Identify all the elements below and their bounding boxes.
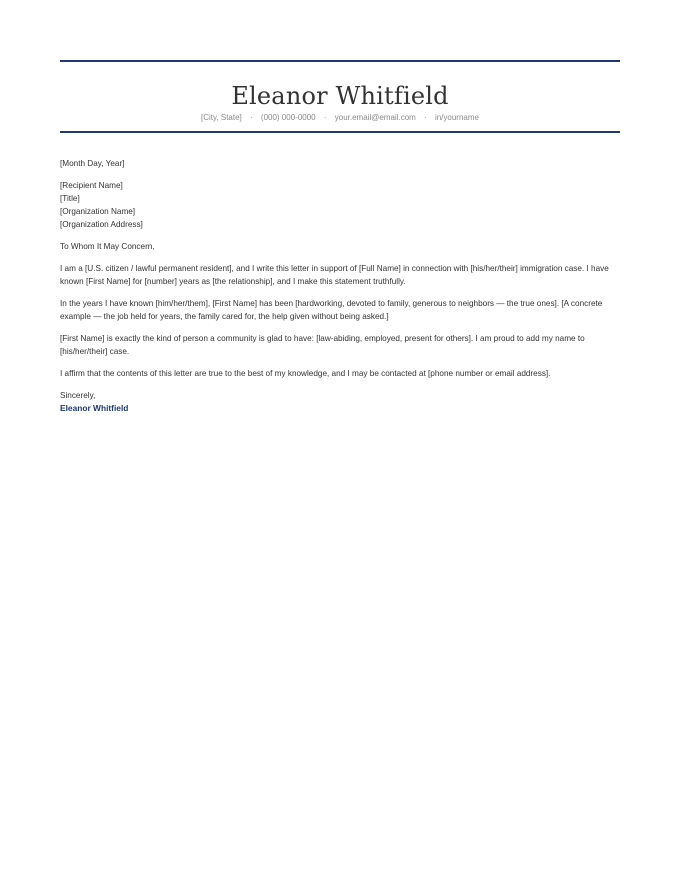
salutation: To Whom It May Concern, [60, 242, 155, 251]
contact-phone: (000) 000-0000 [260, 113, 316, 122]
recipient-name: [Recipient Name] [60, 181, 123, 190]
body-paragraph: I affirm that the contents of this letter are true to the best of my knowledge, and I may be contacted at [phone number or email address]. [60, 369, 551, 378]
recipient-address: [Organization Address] [60, 220, 143, 229]
contact-linkedin: in/yourname [434, 113, 479, 122]
contact-location: [City, State] [201, 113, 242, 122]
signature-name: Eleanor Whitfield [60, 403, 129, 413]
body-paragraph: [First Name] is exactly the kind of person a community is glad to have: [law-abiding, employed, present for others]. I am proud to add my name to [his/her/their] case. [60, 334, 585, 356]
body-paragraph: I am a [U.S. citizen / lawful permanent resident], and I write this letter in support of [Full Name] in connection with [his/her/their] immigration case. I have known [First Name] for [number] years as [the relationship], and I make this statement truthfully. [60, 264, 609, 286]
recipient-title: [Title] [60, 194, 80, 203]
letter-body [60, 157, 620, 415]
contact-separator: · [250, 113, 253, 122]
letter-date: [Month Day, Year] [60, 159, 125, 168]
contact-separator: · [424, 113, 427, 122]
contact-separator: · [323, 113, 327, 122]
sender-name: Eleanor Whitfield [231, 82, 449, 110]
body-paragraph: In the years I have known [him/her/them], [First Name] has been [hardworking, devoted to family, generous to neighbors — the true ones]. [A concrete example — the job held for years, the family cared for, the help given without being asked.] [60, 299, 603, 321]
header-top-rule [60, 60, 620, 62]
header-bottom-rule [60, 131, 620, 133]
recipient-address-block [60, 179, 620, 231]
recipient-organization: [Organization Name] [60, 207, 136, 216]
contact-email: your.email@email.com [334, 113, 416, 122]
closing: Sincerely, [60, 391, 96, 400]
contact-line [60, 112, 620, 124]
